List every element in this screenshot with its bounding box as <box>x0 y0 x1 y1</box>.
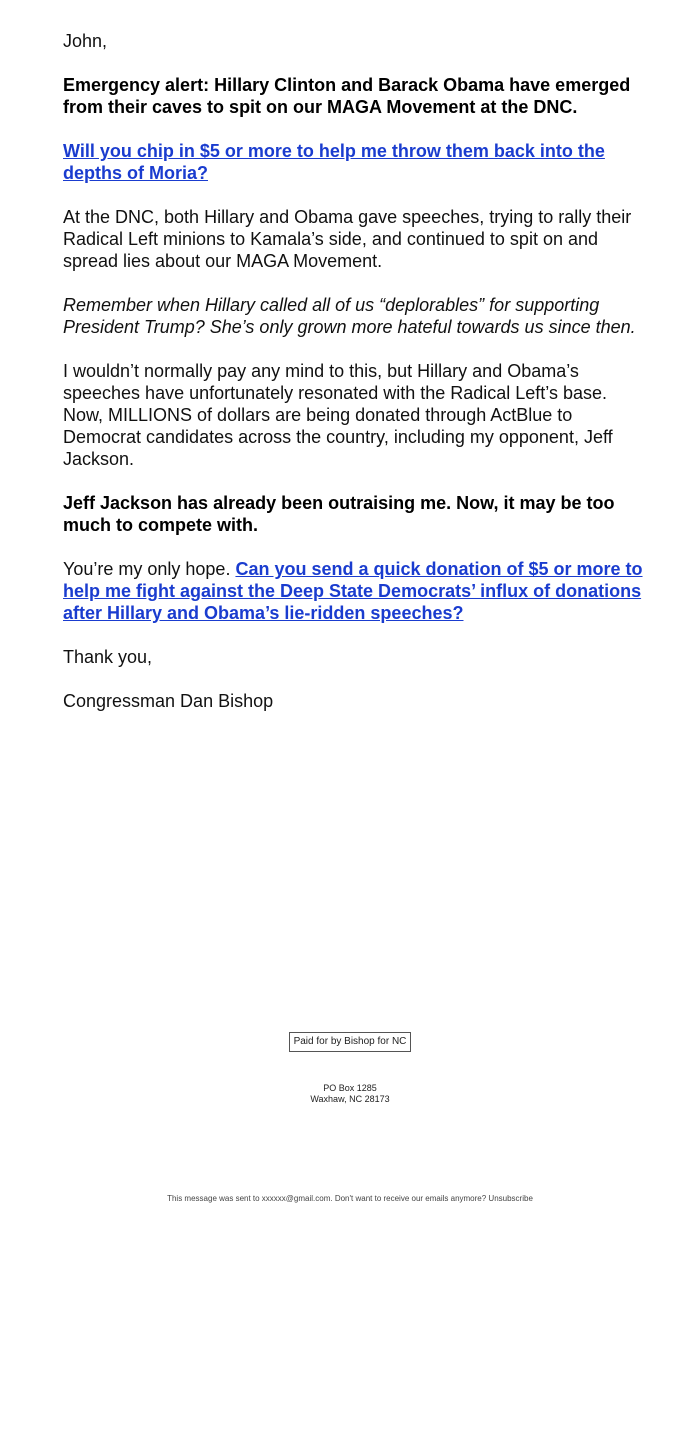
paid-for-text: Paid for by Bishop for NC <box>289 1032 412 1052</box>
dnc-paragraph: At the DNC, both Hillary and Obama gave speeches, trying to rally their Radical Left minions to Kamala’s side, and continued to spit on and spread lies about our MAGA Movement. <box>63 207 632 271</box>
sent-to-text: This message was sent to xxxxxx@gmail.com. Don't want to receive our emails anymore? <box>167 1194 489 1203</box>
outraising-paragraph: Jeff Jackson has already been outraising me. Now, it may be too much to compete with. <box>63 493 615 535</box>
resonated-paragraph: I wouldn’t normally pay any mind to this, but Hillary and Obama’s speeches have unfortunately resonated with the Radical Left’s base. Now, MILLIONS of dollars are being donated through ActBlue to Democrat candidates across the country, including my opponent, Jeff Jackson. <box>63 361 613 469</box>
signature: Congressman Dan Bishop <box>63 691 274 711</box>
donate-link-deep-state[interactable]: Can you send a quick donation of $5 or more to help me fight against the Deep State Democrats’ influx of donations after Hillary and Obama’s lie-ridden speeches? <box>63 559 643 623</box>
deplorables-paragraph: Remember when Hillary called all of us “deplorables” for supporting President Trump? She’s only grown more hateful towards us since then. <box>63 295 636 337</box>
only-hope-text: You’re my only hope. <box>63 559 236 579</box>
emergency-alert-heading: Emergency alert: Hillary Clinton and Barack Obama have emerged from their caves to spit on our MAGA Movement at the DNC. <box>63 75 631 117</box>
sign-off: Thank you, <box>63 647 153 667</box>
mailing-address <box>0 1083 700 1105</box>
unsubscribe-link[interactable]: Unsubscribe <box>488 1194 533 1203</box>
address-line-2: Waxhaw, NC 28173 <box>310 1094 390 1104</box>
address-line-1: PO Box 1285 <box>323 1083 377 1093</box>
donate-link-moria[interactable]: Will you chip in $5 or more to help me throw them back into the depths of Moria? <box>63 141 605 183</box>
unsubscribe-notice <box>0 1194 700 1204</box>
greeting: John, <box>63 31 108 51</box>
paid-for-disclaimer <box>0 1031 700 1052</box>
email-body <box>63 30 643 734</box>
cta-paragraph-1 <box>63 140 643 184</box>
only-hope-paragraph <box>63 558 643 624</box>
